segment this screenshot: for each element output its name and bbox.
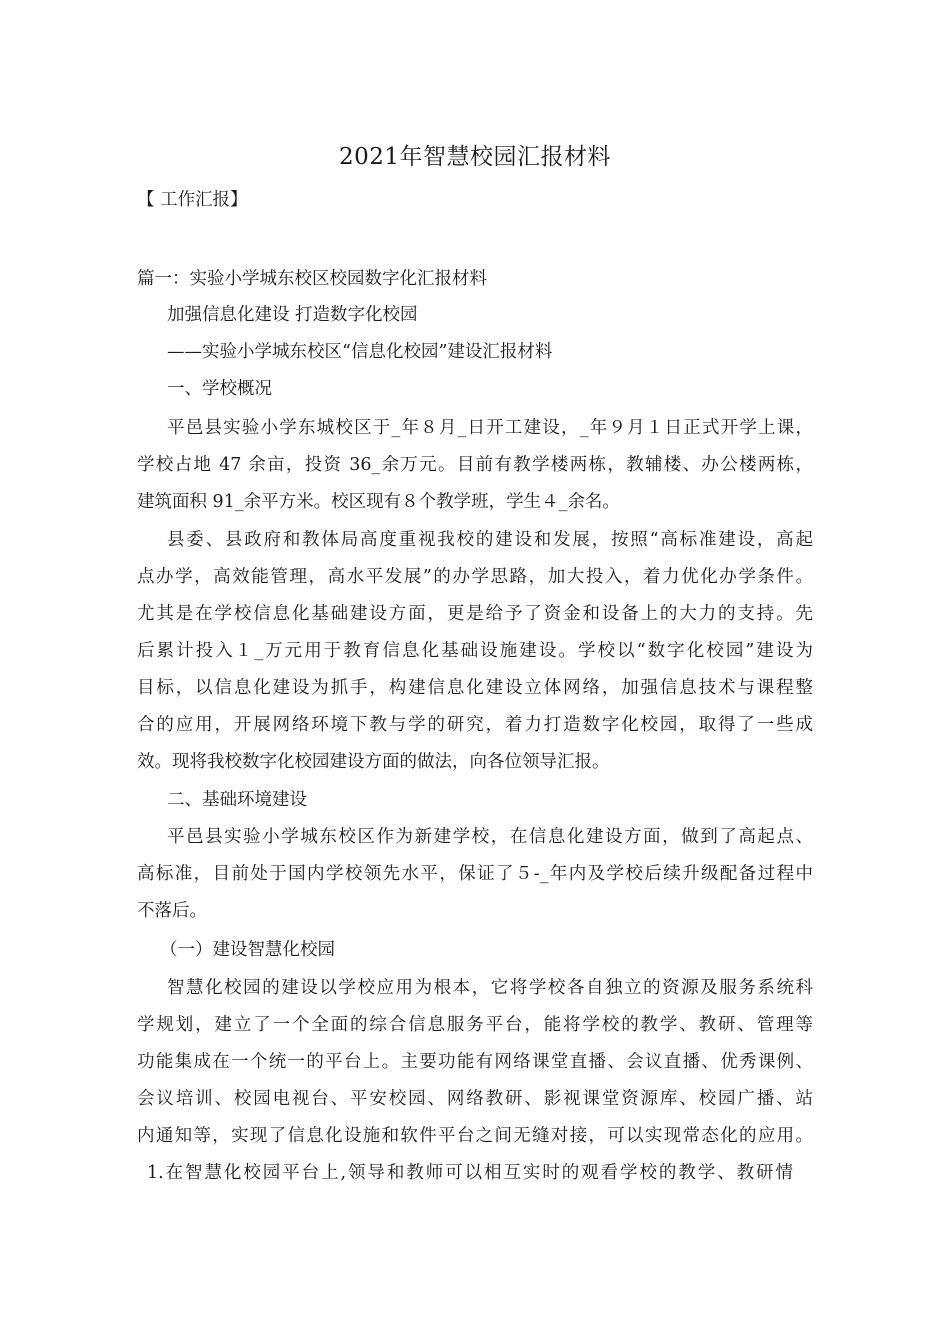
paragraph-line: 1.在智慧化校园平台上,领导和教师可以相互实时的观看学校的教学、教研情: [147, 1163, 793, 1183]
paragraph-line: 点办学，高效能管理，高水平发展”的办学思路，加大投入，着力优化办学条件。: [137, 567, 813, 587]
paragraph-line: 县委、县政府和教体局高度重视我校的建设和发展，按照“高标准建设，高起: [167, 530, 813, 550]
paragraph-line: 内通知等，实现了信息化设施和软件平台之间无缝对接，可以实现常态化的应用。: [137, 1126, 813, 1146]
section-tag: 【 工作汇报】: [137, 190, 248, 210]
subsection-heading: （一）建设智慧化校园: [160, 940, 335, 960]
paragraph-line: 平邑县实验小学城东校区作为新建学校，在信息化建设方面，做到了高起点、: [167, 827, 813, 847]
paragraph-line: 尤其是在学校信息化基础建设方面，更是给予了资金和设备上的大力的支持。先: [137, 604, 813, 624]
paragraph-line: 高标准，目前处于国内学校领先水平，保证了５-_年内及学校后续升级配备过程中: [137, 864, 813, 884]
chapter-heading: 篇一：实验小学城东校区校园数字化汇报材料: [137, 269, 487, 289]
paragraph-line: 功能集成在一个统一的平台上。主要功能有网络课堂直播、会议直播、优秀课例、: [137, 1052, 813, 1072]
paragraph-line: 建筑面积 91_余平方米。校区现有８个教学班，学生４_余名。: [137, 492, 620, 512]
paragraph-line: 智慧化校园的建设以学校应用为根本，它将学校各自独立的资源及服务系统科: [167, 978, 813, 998]
subtitle-line: 加强信息化建设 打造数字化校园: [167, 305, 418, 325]
paragraph-line: 学校占地 47 余亩，投资 36_余万元。目前有教学楼两栋，教辅楼、办公楼两栋，: [137, 455, 813, 475]
paragraph-line: 合的应用，开展网络环境下教与学的研究，着力打造数字化校园，取得了一些成: [137, 715, 813, 735]
paragraph-line: 不落后。: [137, 901, 207, 921]
section-heading: 一、学校概况: [167, 379, 272, 399]
paragraph-line: 目标，以信息化建设为抓手，构建信息化建设立体网络，加强信息技术与课程整: [137, 678, 813, 698]
subtitle-line: ——实验小学城东校区“信息化校园”建设汇报材料: [167, 342, 553, 362]
section-heading: 二、基础环境建设: [167, 790, 307, 810]
paragraph-line: 会议培训、校园电视台、平安校园、网络教研、影视课堂资源库、校园广播、站: [137, 1089, 813, 1109]
paragraph-line: 学规划，建立了一个全面的综合信息服务平台，能将学校的教学、教研、管理等: [137, 1015, 813, 1035]
document-title: 2021年智慧校园汇报材料: [338, 144, 612, 170]
paragraph-line: 后累计投入１_万元用于教育信息化基础设施建设。学校以“数字化校园”建设为: [137, 641, 813, 661]
paragraph-line: 平邑县实验小学东城校区于_年８月_日开工建设，_年９月１日正式开学上课，: [167, 418, 813, 438]
paragraph-line: 效。现将我校数字化校园建设方面的做法，向各位领导汇报。: [137, 752, 610, 772]
